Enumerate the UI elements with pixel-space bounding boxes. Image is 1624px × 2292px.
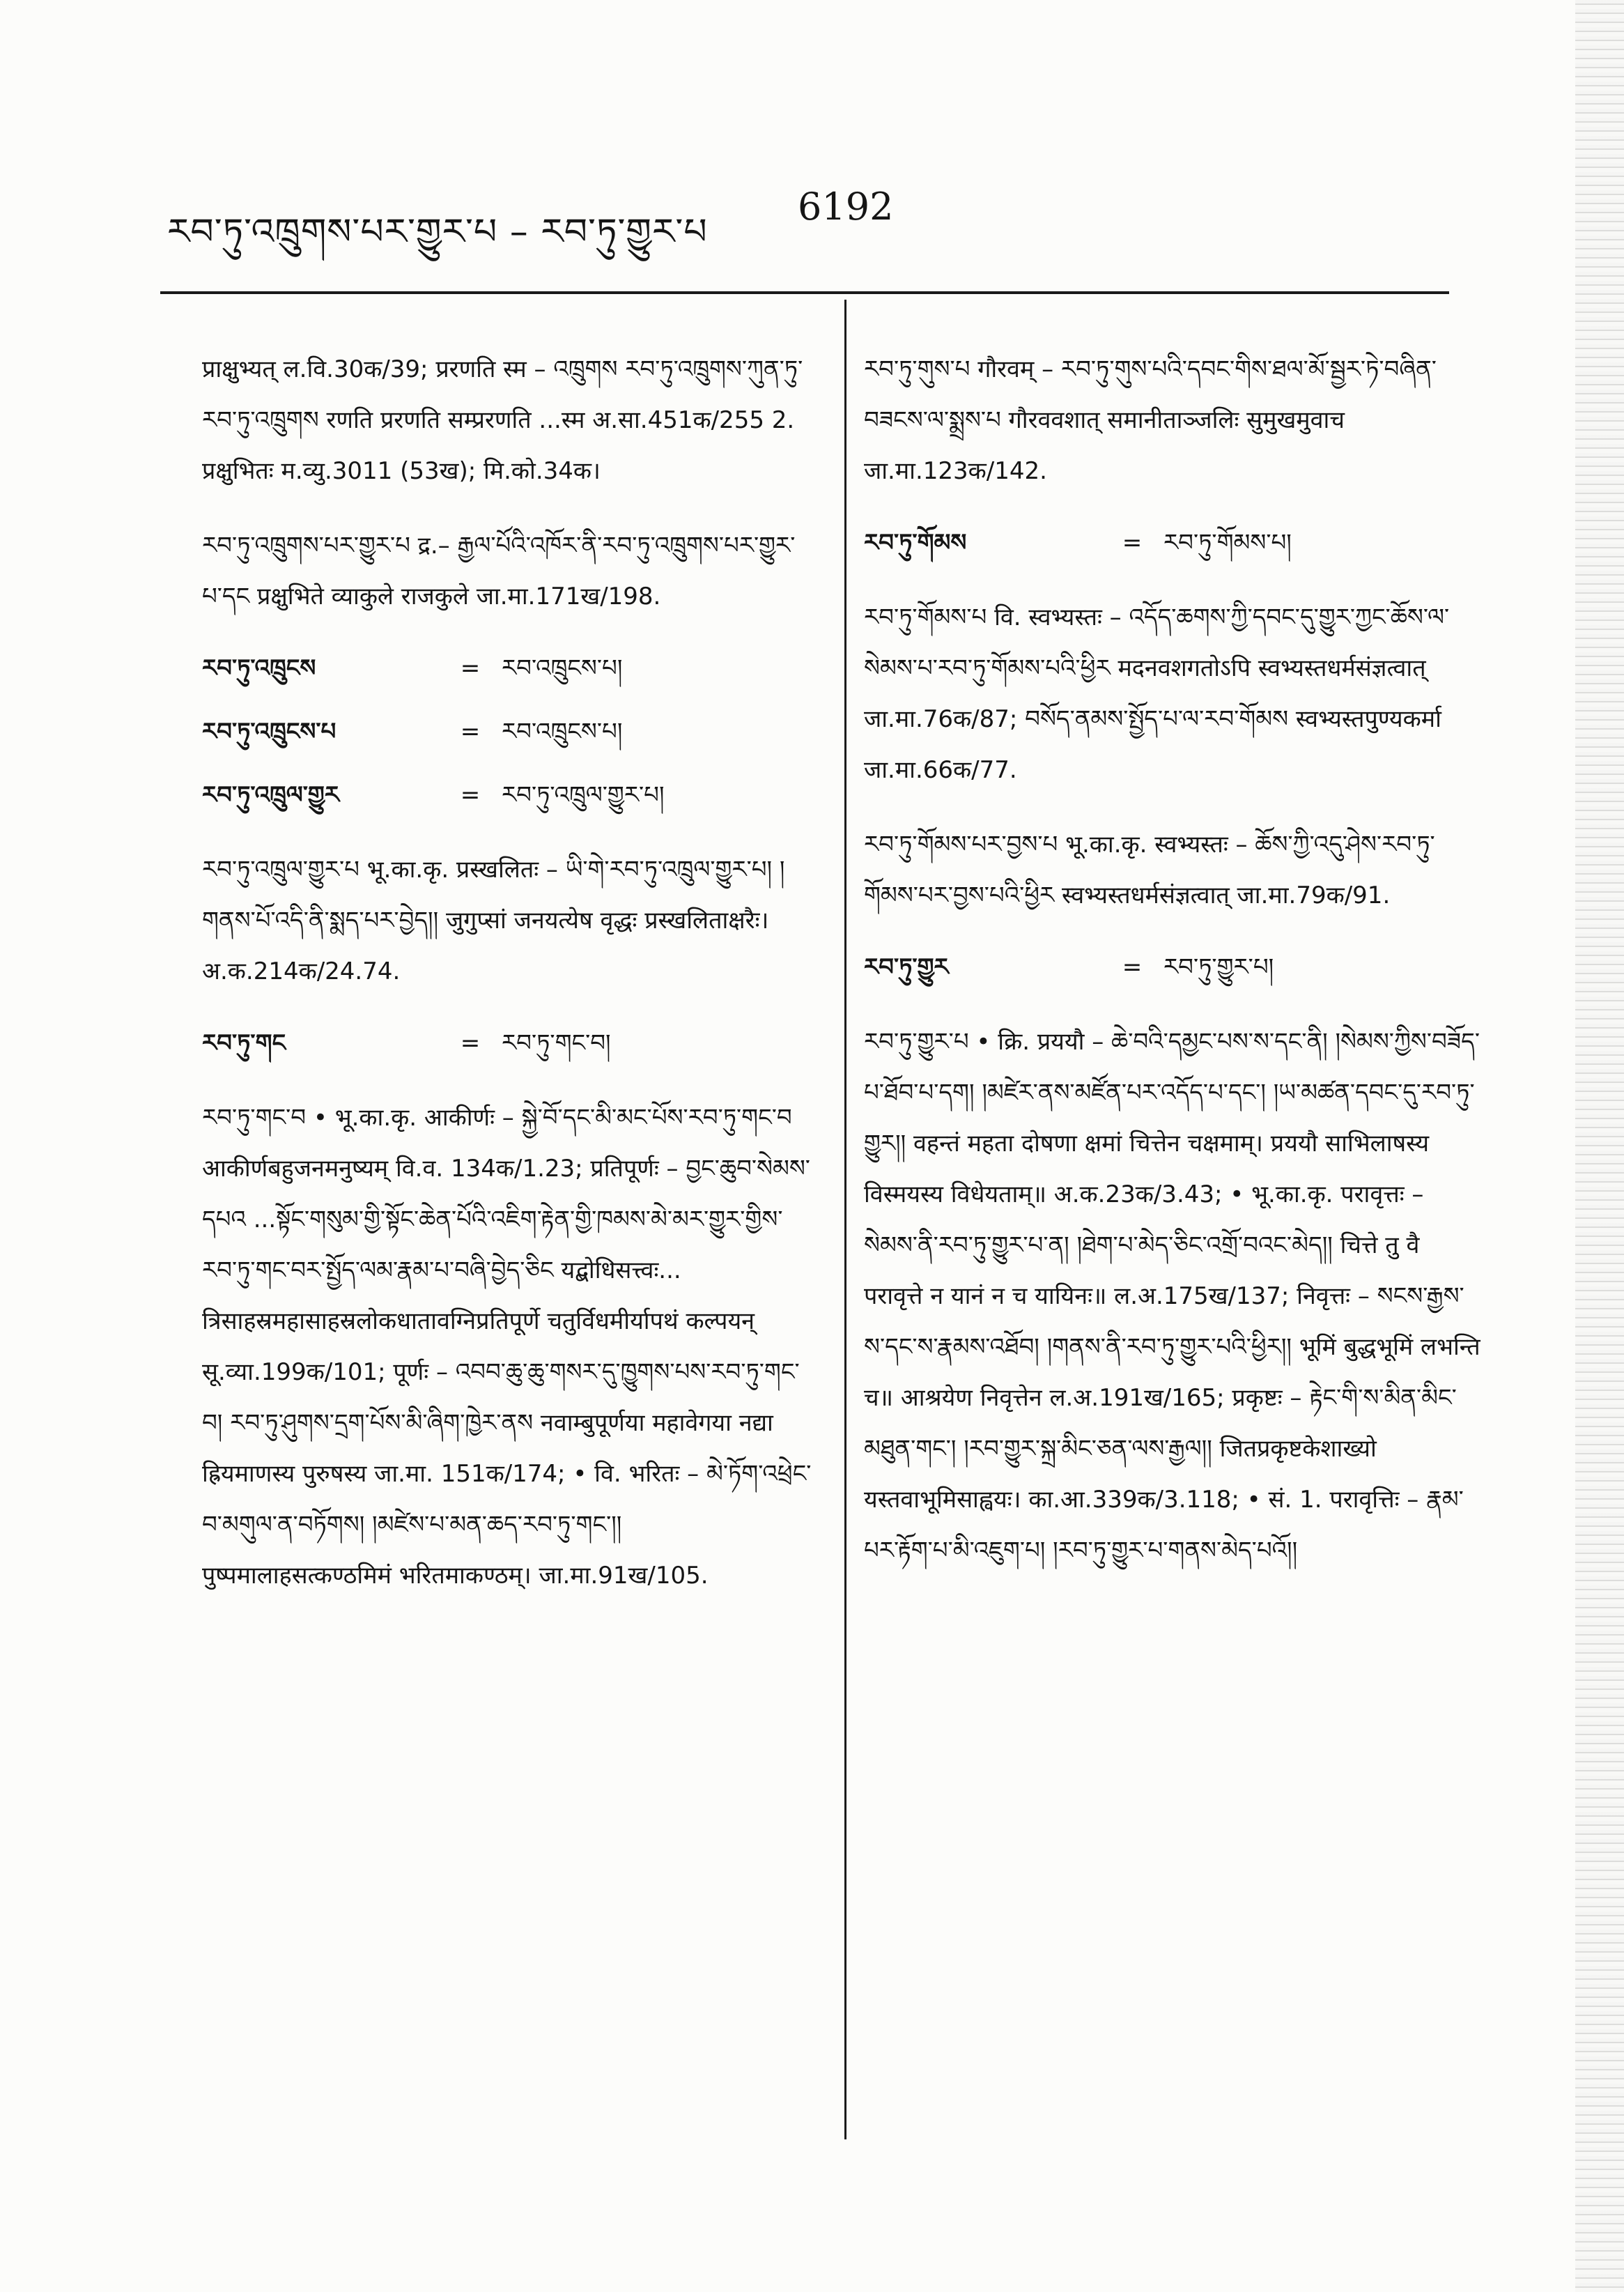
column-divider: [844, 300, 846, 2139]
headword: རབ་ཏུ་གོམས: [864, 529, 967, 557]
cross-reference: [864, 518, 1484, 569]
header-rule: [160, 291, 1449, 294]
dictionary-entry: རབ་ཏུ་གུས་པ गौरवम् – རབ་ཏུ་གུས་པའི་དབང་གིས་ཐལ་མོ་སྦྱར་ཏེ་བཞིན་བཟངས་ལ་སྨྲས་པ गौरववशात् समानीताञ्जलिः सुमुखमुवाच जा.मा.123क/142.: [864, 355, 1437, 485]
right-column: [864, 321, 1484, 1597]
dictionary-entry: རབ་ཏུ་གོམས་པ वि. स्वभ्यस्तः – འདོད་ཆགས་ཀྱི་དབང་དུ་གྱུར་ཀྱང་ཆོས་ལ་སེམས་པ་རབ་ཏུ་གོམས་པའི་ཕྱིར मदनवशगतोऽपि स्वभ्यस्तधर्मसंज्ञत्वात् जा.मा.76क/87; བསོད་ནམས་སྤྱོད་པ་ལ་རབ་གོམས स्वभ्यस्तपुण्यकर्मा जा.मा.66क/77.: [864, 603, 1450, 784]
headword: རབ་ཏུ་གང: [202, 1029, 286, 1057]
equals-sign: =: [460, 781, 481, 809]
reference-target: རབ་ཏུ་གང་བ།: [502, 1029, 611, 1057]
headword: རབ་ཏུ་འཁྲུལ་གྱུར: [202, 781, 340, 809]
reference-target: རབ་ཏུ་འཁྲུལ་གྱུར་པ།: [502, 781, 665, 809]
equals-sign: =: [1122, 529, 1143, 557]
equals-sign: =: [460, 1029, 481, 1057]
page-number: 6192: [798, 185, 894, 229]
headword: རབ་ཏུ་འཁྲུངས་པ: [202, 718, 337, 746]
dictionary-entry: རབ་ཏུ་གོམས་པར་བྱས་པ भू.का.कृ. स्वभ्यस्तः – ཆོས་ཀྱི་འདུ་ཤེས་རབ་ཏུ་གོམས་པར་བྱས་པའི་ཕྱིར स्वभ्यस्तधर्मसंज्ञत्वात् जा.मा.79क/91.: [864, 831, 1435, 909]
equals-sign: =: [1122, 953, 1143, 981]
dictionary-entry: རབ་ཏུ་གང་བ • भू.का.कृ. आकीर्णः – སྐྱེ་བོ་དང་མི་མང་པོས་རབ་ཏུ་གང་བ आकीर्णबहुजनमनुष्यम् वि.व. 134क/1.23; प्रतिपूर्णः – བྱང་ཆུབ་སེམས་དཔའ ...སྟོང་གསུམ་གྱི་སྟོང་ཆེན་པོའི་འཇིག་རྟེན་གྱི་ཁམས་མེ་མར་གྱུར་གྱིས་རབ་ཏུ་གང་བར་སྤྱོད་ལམ་རྣམ་པ་བཞི་བྱེད་ཅིང यद्बोधिसत्त्वः... त्रिसाहस्रमहासाहस्रलोकधातावग्निप्रतिपूर्णे चतुर्विधमीर्यापथं कल्पयन् सू.व्या.199क/101; पूर्णः – འབབ་ཆུ་ཆུ་གསར་དུ་ཁྱུགས་པས་རབ་ཏུ་གང་བ། རབ་ཏུ་ཤུགས་དྲག་པོས་མི་ཞིག་ཁྱེར་ནས नवाम्बुपूर्णया महावेगया नद्या ह्रियमाणस्य पुरुषस्य जा.मा. 151क/174; • वि. भरितः – མེ་ཏོག་འཕྲེང་བ་མགུལ་ན་བཏོགས། །མཛེས་པ་མན་ཆད་རབ་ཏུ་གང་།། पुष्पमालाहसत्कण्ठमिमं भरितमाकण्ठम्। जा.मा.91ख/105.: [202, 1104, 812, 1590]
entry-continuation: प्राक्षुभ्यत् ल.वि.30क/39; प्ररणति स्म – འཁྲུགས རབ་ཏུ་འཁྲུགས་ཀུན་ཏུ་རབ་ཏུ་འཁྲུགས रणति प्ररणति सम्प्ररणति ...स्म अ.सा.451क/255 2. प्रक्षुभितः म.व्यु.3011 (53ख); मि.को.34क।: [202, 355, 803, 485]
dictionary-entry: རབ་ཏུ་གྱུར་པ • क्रि. प्रययौ – ཆེ་བའི་དམྱང་པས་ས་དང་ནི། །སེམས་ཀྱིས་བཟོད་པ་ཐོབ་པ་དག། །མཛེར་ནས་མཛོན་པར་འདོད་པ་དང་། །ཡ་མཚན་དབང་དུ་རབ་ཏུ་གྱུར།། वहन्तं महता दोषणा क्षमां चित्तेन चक्षमाम्। प्रययौ साभिलाषस्य विस्मयस्य विधेयताम्॥ अ.क.23क/3.43; • भू.का.कृ. परावृत्तः – སེམས་ནི་རབ་ཏུ་གྱུར་པ་ན། །ཐེག་པ་མེད་ཅིང་འགྲོ་བའང་མེད།། चित्ते तु वै परावृत्ते न यानं न च यायिनः॥ ल.अ.175ख/137; निवृत्तः – སངས་རྒྱས་ས་དང་ས་རྣམས་འཐོབ། །གནས་ནི་རབ་ཏུ་གྱུར་པའི་ཕྱིར།། भूमिं बुद्धभूमिं लभन्ति च॥ आश्रयेण निवृत्तेन ल.अ.191ख/165; प्रकृष्टः – རྟེང་གི་ས་མིན་མིང་མཐུན་གང་། །རབ་གྱུར་སྐྲ་མིང་ཅན་ལས་རྒྱལ།། जितप्रकृष्टकेशाख्यो यस्तवाभूमिसाह्वयः। का.आ.339क/3.118; • सं. 1. परावृत्तिः – རྣམ་པར་རྟོག་པ་མི་འཇུག་པ། །རབ་ཏུ་གྱུར་པ་གནས་མེད་པའོ།།: [864, 1028, 1480, 1564]
reference-target: རབ་ཏུ་གྱུར་པ།: [1163, 953, 1274, 981]
dictionary-entry: རབ་ཏུ་འཁྲུལ་གྱུར་པ भू.का.कृ. प्रस्खलितः – ཡི་གེ་རབ་ཏུ་འཁྲུལ་གྱུར་པ། །གནས་པོ་འདི་ནི་སྨད་པར་བྱེད།། जुगुप्सां जनयत्येष वृद्धः प्रस्खलिताक्षरैः। अ.क.214क/24.74.: [202, 856, 785, 985]
reference-target: རབ་འཁྲུངས་པ།: [502, 718, 623, 746]
cross-reference: [202, 1018, 815, 1069]
scan-edge: [1575, 0, 1624, 2292]
cross-reference: [864, 942, 1484, 993]
reference-target: རབ་འཁྲུངས་པ།: [502, 654, 623, 682]
left-column: [202, 321, 815, 1622]
cross-reference: [202, 707, 815, 757]
cross-reference: [202, 643, 815, 694]
dictionary-entry: རབ་ཏུ་འཁྲུགས་པར་གྱུར་པ द्र.– རྒྱལ་པོའི་འཁོར་ནི་རབ་ཏུ་འཁྲུགས་པར་གྱུར་པ་དང प्रक्षुभिते व्याकुले राजकुले जा.मा.171ख/198.: [202, 532, 796, 610]
headword: རབ་ཏུ་གྱུར: [864, 953, 949, 981]
headword: རབ་ཏུ་འཁྲུངས: [202, 654, 316, 682]
page-header: [167, 174, 1449, 251]
reference-target: རབ་ཏུ་གོམས་པ།: [1163, 529, 1292, 557]
running-head: རབ་ཏུ་འཁྲུགས་པར་གྱུར་པ – རབ་ཏུ་གྱུར་པ: [167, 211, 708, 253]
cross-reference: [202, 770, 815, 821]
equals-sign: =: [460, 718, 481, 746]
equals-sign: =: [460, 654, 481, 682]
